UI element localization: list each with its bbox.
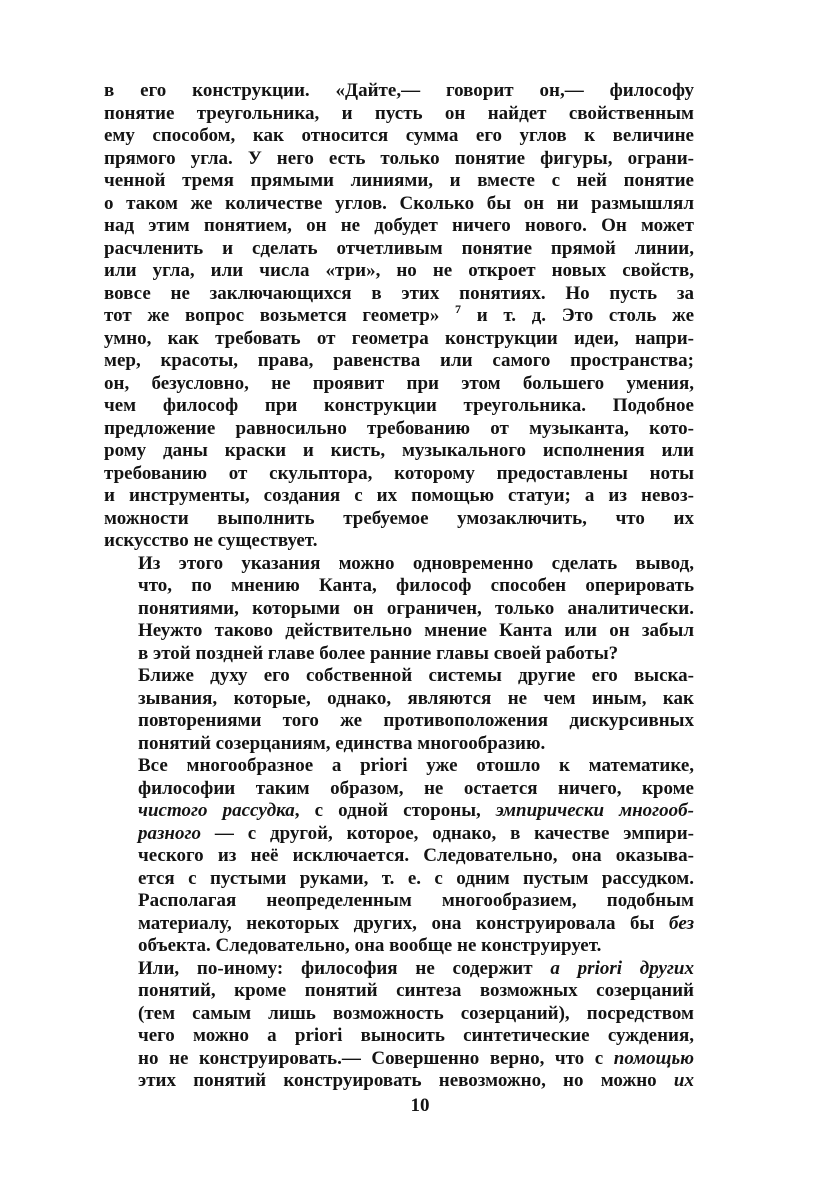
text-line: ческого из неё исключается. Следовательно, она оказыва-	[138, 845, 694, 866]
text-line: объекта. Следовательно, она вообще не конструирует.	[138, 935, 602, 956]
paragraph-5	[104, 958, 694, 1093]
text-line: в его конструкции. «Дайте,— говорит он,— философу	[104, 80, 694, 101]
text-line: что, по мнению Канта, философ способен оперировать	[138, 575, 694, 596]
text-line: понятиями, которыми он ограничен, только аналитически.	[138, 597, 694, 619]
text-line: о таком же количестве углов. Сколько бы он ни размышлял	[104, 192, 694, 214]
text-fragment: — с другой, которое, однако, в качестве эмпири-	[200, 822, 694, 844]
text-line: ется с пустыми руками, т. е. с одним пустым рассудком.	[138, 867, 694, 889]
text-line	[104, 305, 694, 328]
text-line: зывания, которые, однако, являются не чем иным, как	[138, 687, 694, 709]
text-fragment: этих понятий конструировать невозможно, но можно	[138, 1070, 657, 1091]
text-line: умно, как требовать от геометра конструкции идеи, напри-	[104, 327, 694, 349]
text-line	[104, 913, 694, 936]
text-line: Все многообразное a priori уже отошло к математике,	[138, 755, 694, 776]
text-line: или угла, или числа «три», но не откроет новых свойств,	[104, 260, 694, 281]
text-line: философии таким образом, не остается ничего, кроме	[138, 777, 694, 799]
text-line: над этим понятием, он не добудет ничего нового. Он может	[104, 215, 694, 236]
italic-term: помощью	[613, 1047, 694, 1069]
italic-term: эмпирически многооб-	[495, 800, 694, 821]
text-line	[104, 958, 694, 981]
text-line: Из этого указания можно одновременно сделать вывод,	[138, 552, 694, 574]
italic-term: без	[668, 912, 694, 934]
text-line: расчленить и сделать отчетливым понятие прямой линии,	[104, 237, 694, 259]
text-fragment: тот же вопрос возьмется геометр»	[104, 305, 440, 326]
text-line: мер, красоты, права, равенства или самого пространства;	[104, 350, 694, 371]
document-page	[104, 80, 694, 1093]
text-line: Ближе духу его собственной системы другие его выска-	[138, 665, 694, 686]
text-line: прямого угла. У него есть только понятие фигуры, ограни-	[104, 147, 694, 169]
paragraph-3	[104, 665, 694, 755]
paragraph-2	[104, 553, 694, 666]
paragraph-4	[104, 755, 694, 958]
text-line: повторениями того же противоположения дискурсивных	[138, 710, 694, 731]
italic-term: a priori других	[550, 957, 694, 979]
text-line	[104, 823, 694, 846]
text-line: вовсе не заключающихся в этих понятиях. Но пусть за	[104, 282, 694, 304]
text-line	[104, 800, 694, 823]
text-fragment: и т. д. Это столь же	[476, 305, 694, 326]
text-line: можности выполнить требуемое умозаключить, что их	[104, 507, 694, 529]
text-fragment: , с одной стороны,	[294, 800, 481, 821]
text-line: требованию от скульптора, которому предоставлены ноты	[104, 462, 694, 484]
text-line	[104, 1048, 694, 1071]
italic-term: чистого рассудка	[138, 800, 295, 821]
text-line: ему способом, как относится сумма его углов к величине	[104, 125, 694, 146]
text-fragment: материалу, некоторых других, она конструировала бы	[138, 912, 655, 934]
paragraph-1	[104, 80, 694, 553]
text-line: (тем самым лишь возможность созерцаний), посредством	[138, 1002, 694, 1024]
text-line: ченной тремя прямыми линиями, и вместе с ней понятие	[104, 170, 694, 191]
page-number: 10	[410, 1095, 430, 1116]
text-line: предложение равносильно требованию от музыканта, кото-	[104, 417, 694, 439]
italic-term: разного	[138, 822, 201, 844]
italic-term: их	[673, 1070, 694, 1091]
text-line: чем философ при конструкции треугольника. Подобное	[104, 395, 694, 416]
text-fragment: но не конструировать.— Совершенно верно, что с	[138, 1047, 604, 1069]
text-line: Неужто таково действительно мнение Канта или он забыл	[138, 620, 694, 641]
text-line: чего можно a priori выносить синтетические суждения,	[138, 1025, 694, 1046]
footnote-ref: 7	[455, 305, 462, 316]
text-line: Располагая неопределенным многообразием, подобным	[138, 890, 694, 911]
text-line: рому даны краски и кисть, музыкального исполнения или	[104, 440, 694, 461]
text-line: и инструменты, создания с их помощью статуи; а из невоз-	[104, 485, 694, 506]
text-line: искусство не существует.	[104, 530, 318, 551]
text-line: понятий, кроме понятий синтеза возможных созерцаний	[138, 980, 694, 1001]
text-line: понятий созерцаниям, единства многообразию.	[138, 732, 546, 754]
text-line: понятие треугольника, и пусть он найдет свойственным	[104, 102, 694, 124]
text-fragment: Или, по-иному: философия не содержит	[138, 957, 533, 979]
text-line	[104, 1070, 694, 1093]
text-line: в этой поздней главе более ранние главы своей работы?	[138, 642, 619, 664]
text-line: он, безусловно, не проявит при этом большего умения,	[104, 372, 694, 394]
